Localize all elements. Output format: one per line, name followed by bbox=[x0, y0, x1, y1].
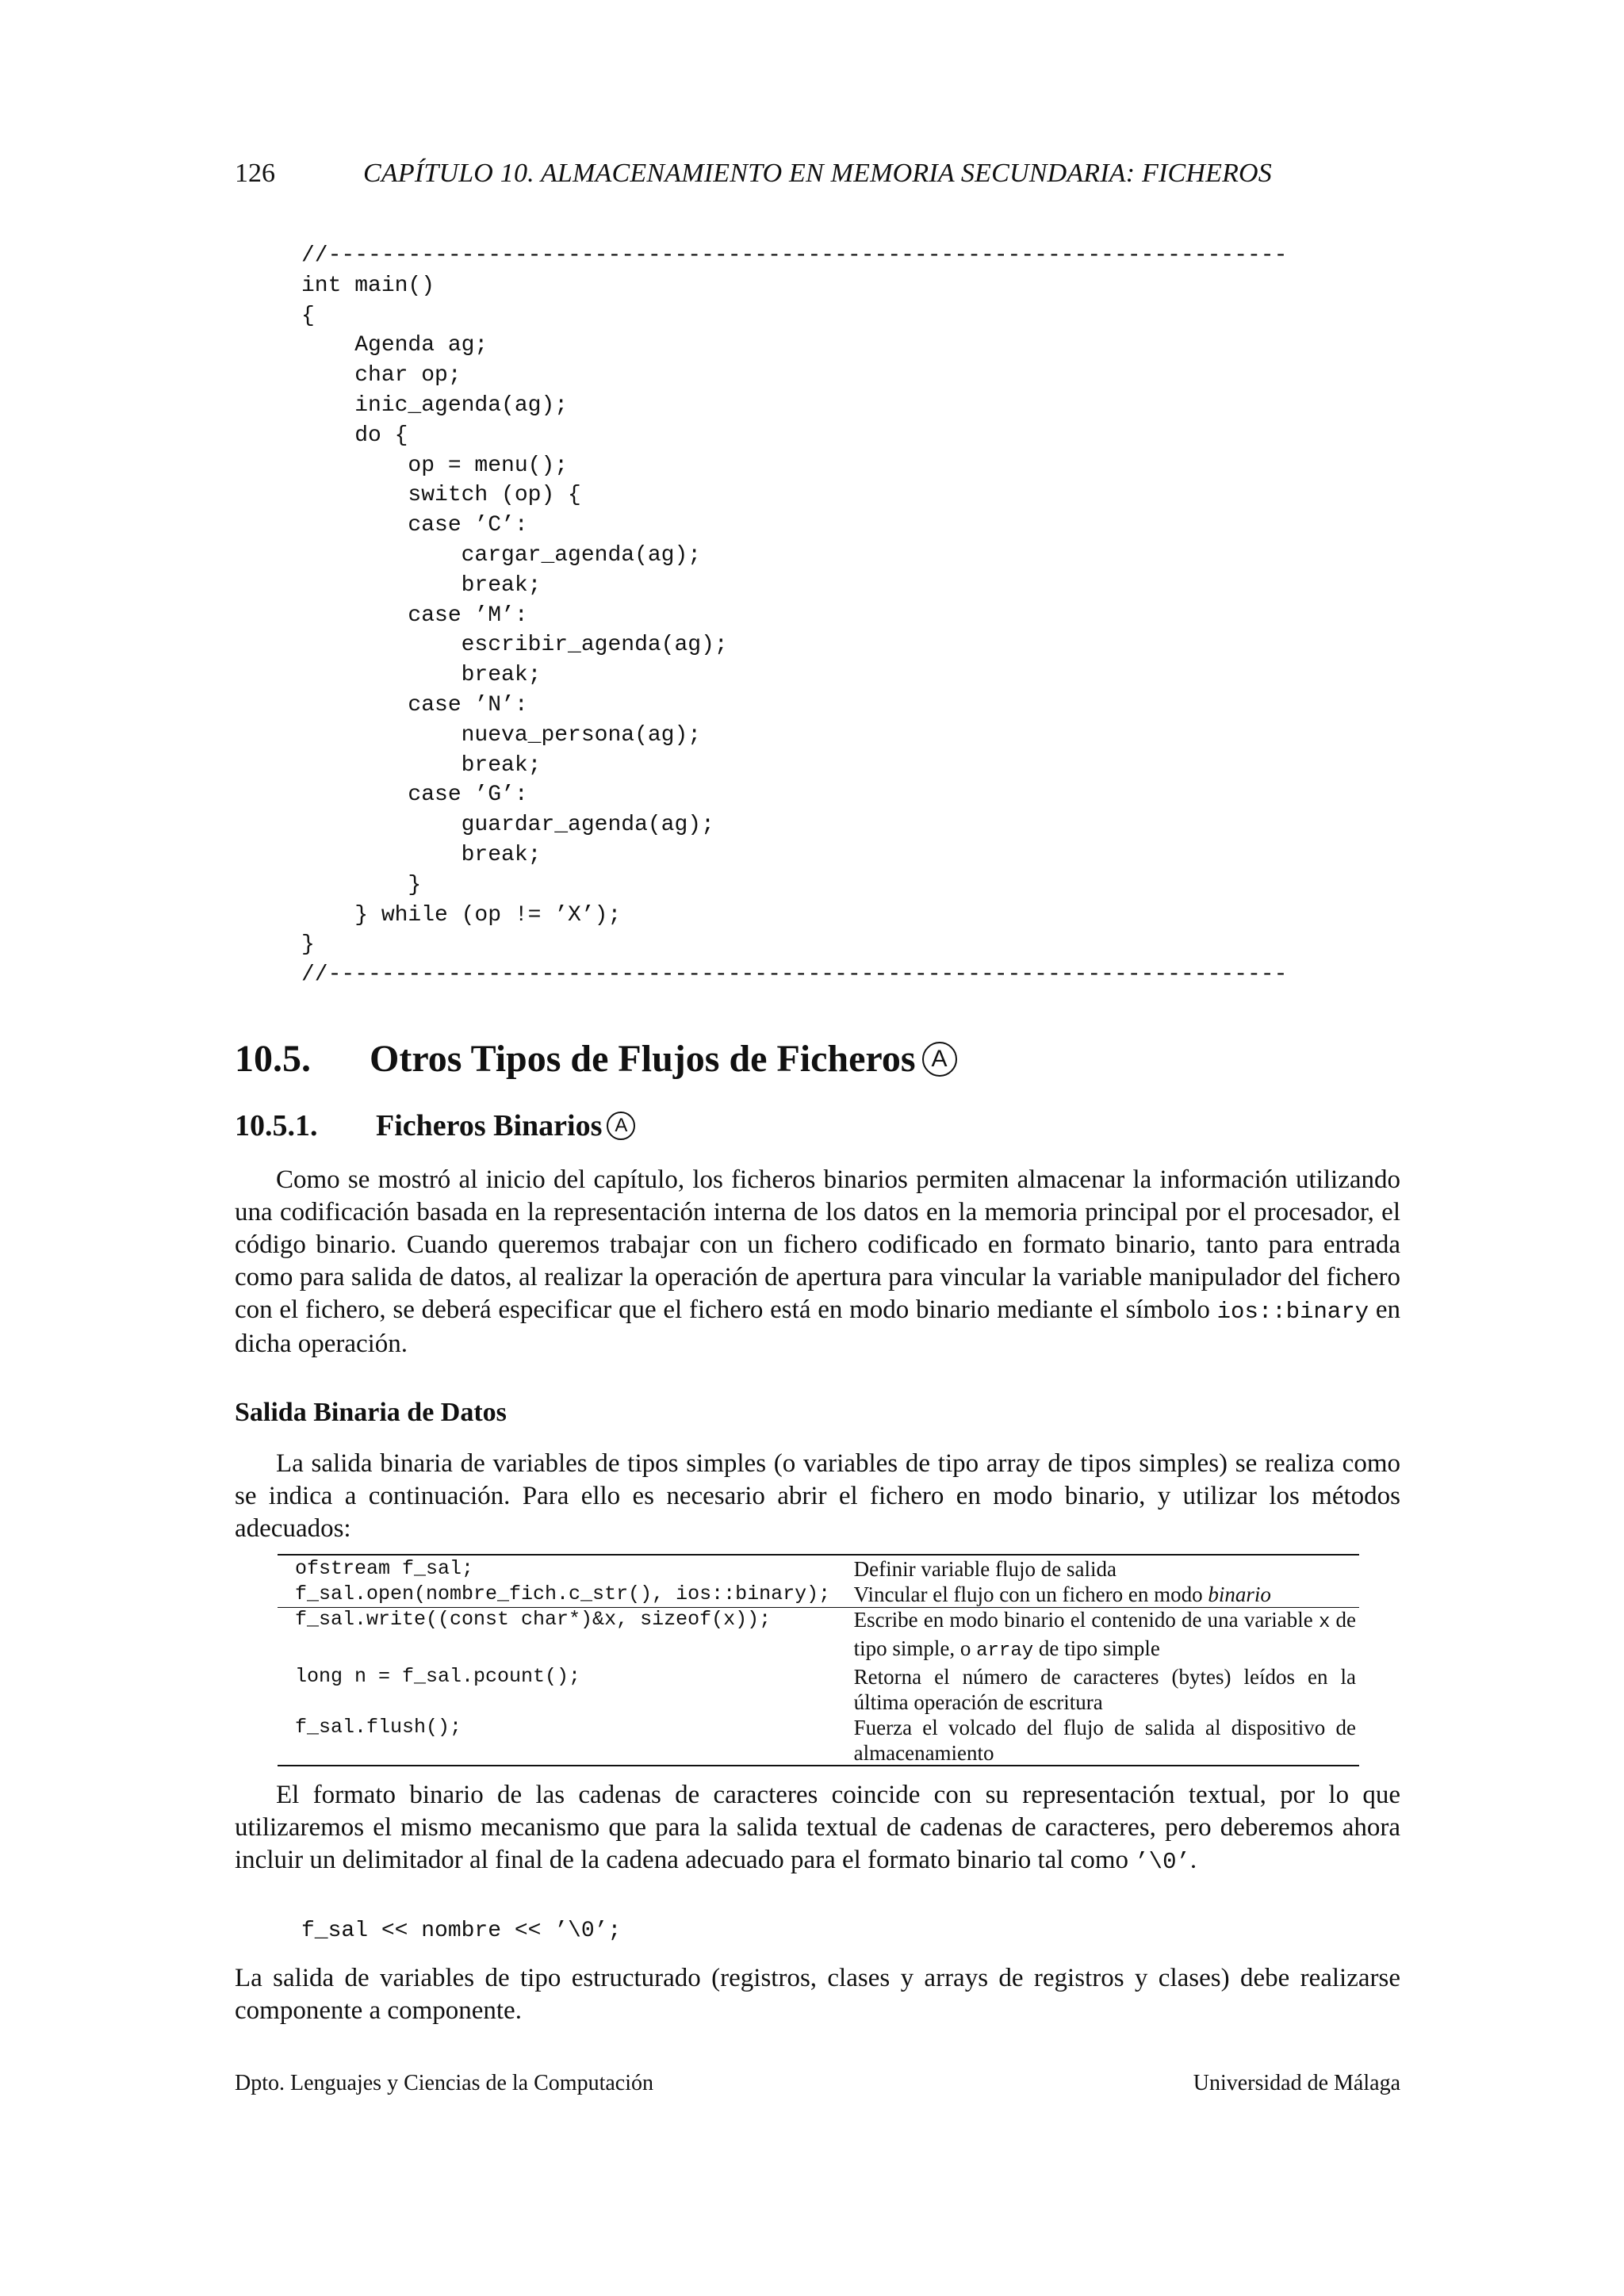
footer-department: Dpto. Lenguajes y Ciencias de la Computación bbox=[235, 2071, 653, 2095]
advanced-badge-icon: A bbox=[922, 1042, 957, 1077]
method-description bbox=[851, 1582, 1359, 1607]
code-line: { bbox=[301, 303, 315, 328]
description-part: Retorna el número de caracteres (bytes) leídos en la última operación de escritura bbox=[853, 1665, 1356, 1714]
description-part: x bbox=[1318, 1612, 1331, 1633]
table-row bbox=[278, 1664, 1359, 1715]
running-head: CAPÍTULO 10. ALMACENAMIENTO EN MEMORIA SECUNDARIA: FICHEROS bbox=[363, 159, 1273, 188]
subsubsection-heading: Salida Binaria de Datos bbox=[235, 1398, 507, 1427]
paragraph-text: El formato binario de las cadenas de caracteres coincide con su representación textual, por lo que utilizaremos el mismo mecanismo que para la salida textual de cadenas de caracteres, pero deberemos ahora incluir un delimitador al final de la cadena adecuado para el formato binario tal como bbox=[235, 1781, 1400, 1874]
code-line: op = menu(); bbox=[301, 453, 569, 478]
footer-university: Universidad de Málaga bbox=[1193, 2071, 1400, 2095]
code-line: f_sal << nombre << ’\0’; bbox=[301, 1919, 622, 1943]
inline-code: ios::binary bbox=[1216, 1299, 1369, 1325]
code-line: case ’M’: bbox=[301, 603, 528, 628]
advanced-badge-icon: A bbox=[607, 1112, 635, 1140]
description-part: de tipo simple, o bbox=[853, 1608, 1356, 1660]
paragraph-text: . bbox=[1189, 1846, 1197, 1874]
code-line: guardar_agenda(ag); bbox=[301, 813, 714, 838]
code-line: case ’G’: bbox=[301, 783, 528, 808]
section-title: Otros Tipos de Flujos de Ficheros bbox=[370, 1038, 916, 1080]
method-description bbox=[851, 1715, 1359, 1766]
method-description bbox=[851, 1664, 1359, 1715]
code-line: do { bbox=[301, 423, 408, 448]
paragraph-text: en dicha operación. bbox=[235, 1295, 1400, 1358]
section-heading bbox=[235, 1037, 957, 1081]
paragraph-text: Como se mostró al inicio del capítulo, los ficheros binarios permiten almacenar la información utilizando una codificación basada en la representación interna de los datos en la memoria principal por el procesador, el código binario. Cuando queremos trabajar con un fichero codificado en formato binario, tanto para entrada como para salida de datos, al realizar la operación de apertura para vincular la variable manipulador del fichero con el fichero, se deberá especificar que el fichero está en modo binario mediante el símbolo bbox=[235, 1165, 1400, 1324]
method-code: long n = f_sal.pcount(); bbox=[295, 1665, 581, 1688]
description-part: Escribe en modo binario el contenido de una variable bbox=[853, 1608, 1319, 1632]
paragraph: La salida de variables de tipo estructurado (registros, clases y arrays de registros y clases) debe realizarse componente a componente. bbox=[235, 1964, 1400, 2025]
table-rule-top bbox=[278, 1554, 1359, 1556]
paragraph bbox=[235, 1779, 1400, 1878]
page-number: 126 bbox=[235, 159, 275, 188]
code-line: //------------------------------------------------------------------------ bbox=[301, 962, 1288, 988]
method-table bbox=[278, 1556, 1359, 1766]
description-part: Definir variable flujo de salida bbox=[853, 1557, 1116, 1581]
code-line: cargar_agenda(ag); bbox=[301, 542, 702, 568]
table-row bbox=[278, 1607, 1359, 1664]
description-part: binario bbox=[1208, 1582, 1271, 1606]
code-line: case ’C’: bbox=[301, 513, 528, 538]
description-part: de tipo simple bbox=[1033, 1636, 1160, 1660]
code-line: int main() bbox=[301, 273, 435, 298]
code-line: char op; bbox=[301, 363, 462, 388]
code-line: break; bbox=[301, 842, 542, 867]
method-code: f_sal.write((const char*)&x, sizeof(x)); bbox=[295, 1608, 772, 1631]
table-row bbox=[278, 1715, 1359, 1766]
code-line: case ’N’: bbox=[301, 692, 528, 718]
section-number: 10.5. bbox=[235, 1038, 311, 1080]
subsection-heading bbox=[235, 1108, 635, 1143]
method-code: f_sal.flush(); bbox=[295, 1716, 462, 1739]
paragraph bbox=[235, 1164, 1400, 1360]
method-description bbox=[851, 1607, 1359, 1664]
code-line: } while (op != ’X’); bbox=[301, 902, 622, 928]
code-line: nueva_persona(ag); bbox=[301, 722, 702, 748]
code-line: escribir_agenda(ag); bbox=[301, 633, 728, 658]
description-part: Vincular el flujo con un fichero en modo bbox=[853, 1582, 1208, 1606]
code-line: } bbox=[301, 932, 315, 958]
paragraph: La salida binaria de variables de tipos simples (o variables de tipo array de tipos simples) se realiza como se indica a continuación. Para ello es necesario abrir el fichero en modo binario, y utilizar los métodos adecuados: bbox=[235, 1449, 1400, 1543]
code-line: break; bbox=[301, 663, 542, 688]
method-code: f_sal.open(nombre_fich.c_str(), ios::binary); bbox=[295, 1582, 831, 1605]
table-row bbox=[278, 1582, 1359, 1607]
code-block bbox=[301, 241, 1287, 990]
code-line: Agenda ag; bbox=[301, 333, 488, 358]
code-line: } bbox=[301, 872, 422, 897]
method-description bbox=[851, 1556, 1359, 1582]
code-line: break; bbox=[301, 572, 542, 598]
code-line: inic_agenda(ag); bbox=[301, 392, 569, 418]
table-row bbox=[278, 1556, 1359, 1582]
description-part: array bbox=[976, 1640, 1034, 1662]
subsection-title: Ficheros Binarios bbox=[376, 1109, 603, 1142]
subsection-number: 10.5.1. bbox=[235, 1109, 318, 1142]
inline-code: ’\0’ bbox=[1135, 1849, 1190, 1875]
description-part: Fuerza el volcado del flujo de salida al dispositivo de almacenamiento bbox=[853, 1716, 1356, 1765]
code-line: switch (op) { bbox=[301, 483, 581, 508]
code-line: //------------------------------------------------------------------------ bbox=[301, 243, 1288, 268]
method-code: ofstream f_sal; bbox=[295, 1557, 474, 1580]
code-line: break; bbox=[301, 752, 542, 778]
